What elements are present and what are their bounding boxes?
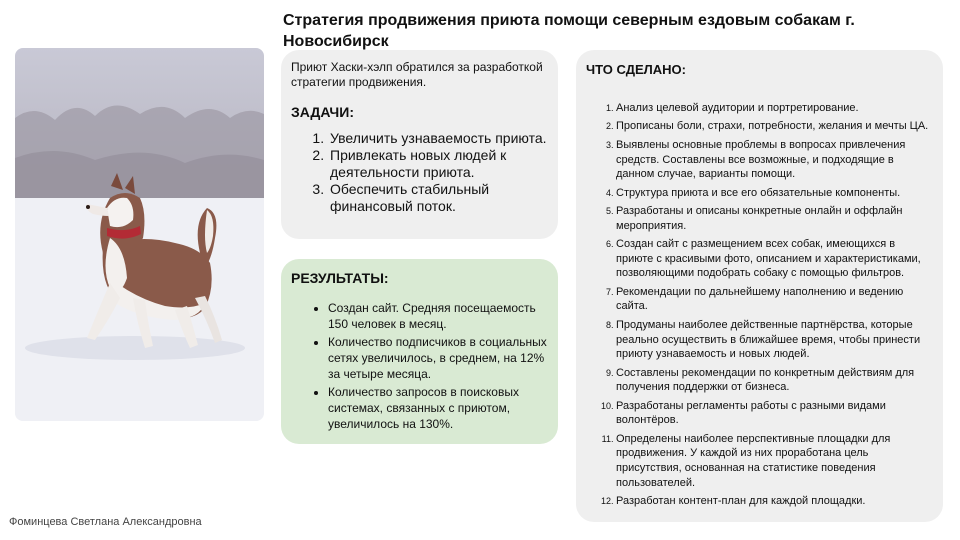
task-item: 2. Привлекать новых людей к деятельности приюта. — [328, 147, 548, 181]
husky-photo — [15, 48, 264, 421]
result-item: • Создан сайт. Средняя посещаемость 150 человек в месяц. — [328, 300, 548, 332]
tasks-list — [291, 130, 548, 215]
done-item: 5. Разработаны и описаны конкретные онлайн и оффлайн мероприятия. — [616, 204, 933, 233]
author-name: Фоминцева Светлана Александровна — [9, 516, 202, 528]
task-item: 3. Обеспечить стабильный финансовый поток. — [328, 181, 548, 215]
tasks-heading: ЗАДАЧИ: — [291, 104, 354, 120]
done-item: 10. Разработаны регламенты работы с разными видами волонтёров. — [616, 399, 933, 428]
done-item: 12. Разработан контент-план для каждой площадки. — [616, 494, 933, 509]
done-item: 7. Рекомендации по дальнейшему наполнению и ведению сайта. — [616, 285, 933, 314]
result-item: • Количество подписчиков в социальных сетях увеличилось, в среднем, на 12% за четыре месяца. — [328, 334, 548, 382]
done-item: 6. Создан сайт с размещением всех собак, имеющихся в приюте с красивыми фото, описанием и характеристиками, позволяющими подобрать собаку с помощью фильтров. — [616, 237, 933, 281]
intro-card — [281, 50, 558, 239]
done-item: 9. Составлены рекомендации по конкретным действиям для получения поддержки от бизнеса. — [616, 366, 933, 395]
done-item: 2. Прописаны боли, страхи, потребности, желания и мечты ЦА. — [616, 119, 933, 134]
done-item: 11. Определены наиболее перспективные площадки для продвижения. У каждой из них проработана цель присутствия, основанная на статистике поведения пользователей. — [616, 432, 933, 490]
results-card — [281, 259, 558, 444]
done-card — [576, 50, 943, 522]
done-item: 8. Продуманы наиболее действенные партнёрства, которые реально осуществить в ближайшее время, чтобы принести приюту узнаваемость и новых людей. — [616, 318, 933, 362]
result-item: • Количество запросов в поисковых системах, связанных с приютом, увеличилось на 130%. — [328, 384, 548, 432]
done-item: 4. Структура приюта и все его обязательные компоненты. — [616, 186, 933, 201]
results-heading: РЕЗУЛЬТАТЫ: — [291, 270, 389, 286]
results-list — [291, 300, 548, 432]
task-item: 1. Увеличить узнаваемость приюта. — [328, 130, 548, 147]
page-title: Стратегия продвижения приюта помощи северным ездовым собакам г. Новосибирск — [283, 12, 855, 50]
done-heading: ЧТО СДЕЛАНО: — [586, 62, 686, 77]
done-item: 3. Выявлены основные проблемы в вопросах привлечения средств. Составлены все возможные, и подходящие в данном случае, варианты помощи. — [616, 138, 933, 182]
done-list — [586, 101, 933, 509]
done-item: 1. Анализ целевой аудитории и портретирование. — [616, 101, 933, 116]
intro-text: Приют Хаски-хэлп обратился за разработкой стратегии продвижения. — [291, 60, 543, 89]
